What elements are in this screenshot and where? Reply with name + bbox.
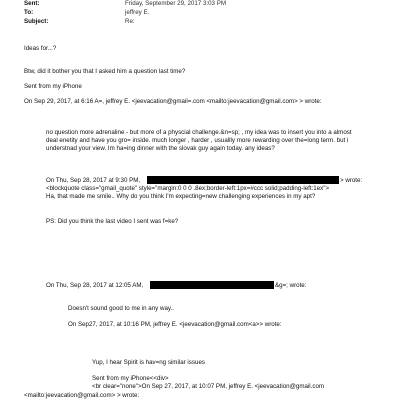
body-line: Btw, did it bother you that I asked him a question last time?: [24, 68, 186, 75]
body-line: PS: Did you think the last video I sent was f=ke?: [46, 218, 179, 225]
body-line: Sent from my iPhone<<div>: [92, 375, 169, 382]
to-label: To:: [24, 9, 34, 16]
body-line: Ideas for...?: [24, 45, 57, 52]
redaction-bar: [150, 281, 274, 289]
sent-label: Sent:: [24, 0, 40, 7]
body-line: On Sep 29, 2017, at 6:16 A=, jeffrey E. <jeevacation@gmail=.com <mailto:jeevacation@gmail.com> > wrote:: [24, 98, 322, 105]
sent-value: Friday, September 29, 2017 3:03 PM: [125, 0, 227, 7]
to-value: jeffrey E.: [125, 9, 150, 16]
body-line: understnad your view. Im ha=ing dinner with the slovak guy again today. any ideas?: [46, 145, 275, 152]
body-line: no question more adrenaline - but more of a physcial challenge.&n=sp; , my idea was to insert you into a almost: [46, 129, 352, 136]
body-line: &g=; wrote:: [275, 282, 307, 289]
body-line: On Thu, Sep 28, 2017 at 12:05 AM,: [46, 282, 144, 289]
body-line: Ha, that made me smile.. Why do you think I'm expecting=new challenging experiences in my apt?: [46, 193, 316, 200]
body-line: Yup, I hear Spirit is hav=ng similar issues: [92, 359, 205, 366]
subject-label: Subject:: [24, 18, 49, 25]
body-line: <blockquote class="gmail_quote" style="margin:0 0 0 .8ex;border-left:1px=#ccc solid;padding-left:1ex">: [46, 185, 330, 192]
subject-value: Re:: [125, 18, 135, 25]
redaction-bar: [147, 176, 339, 184]
body-line: On Thu, Sep 28, 2017 at 9:30 PM,: [46, 177, 141, 184]
body-line: Doesn't sound good to me in any way..: [68, 305, 174, 312]
body-line: > wrote:: [340, 177, 363, 184]
body-line: <br clear="none">On Sep 27, 2017, at 10:07 PM, jeffrey E. <jeevacation@gmail.com: [92, 383, 325, 390]
body-line: <mailto:jeevacation@gmail.com> > wrote:: [24, 392, 140, 399]
body-line: deal enetity and have you gro= inside. much longer , harder , usuallly more rewarding over the=long term. but i: [46, 137, 349, 144]
body-line: Sent from my iPhone: [24, 83, 82, 90]
body-line: On Sep27, 2017, at 10:16 PM, jeffrey E. <jeevacation@gmail.com<a>> wrote:: [68, 321, 282, 328]
